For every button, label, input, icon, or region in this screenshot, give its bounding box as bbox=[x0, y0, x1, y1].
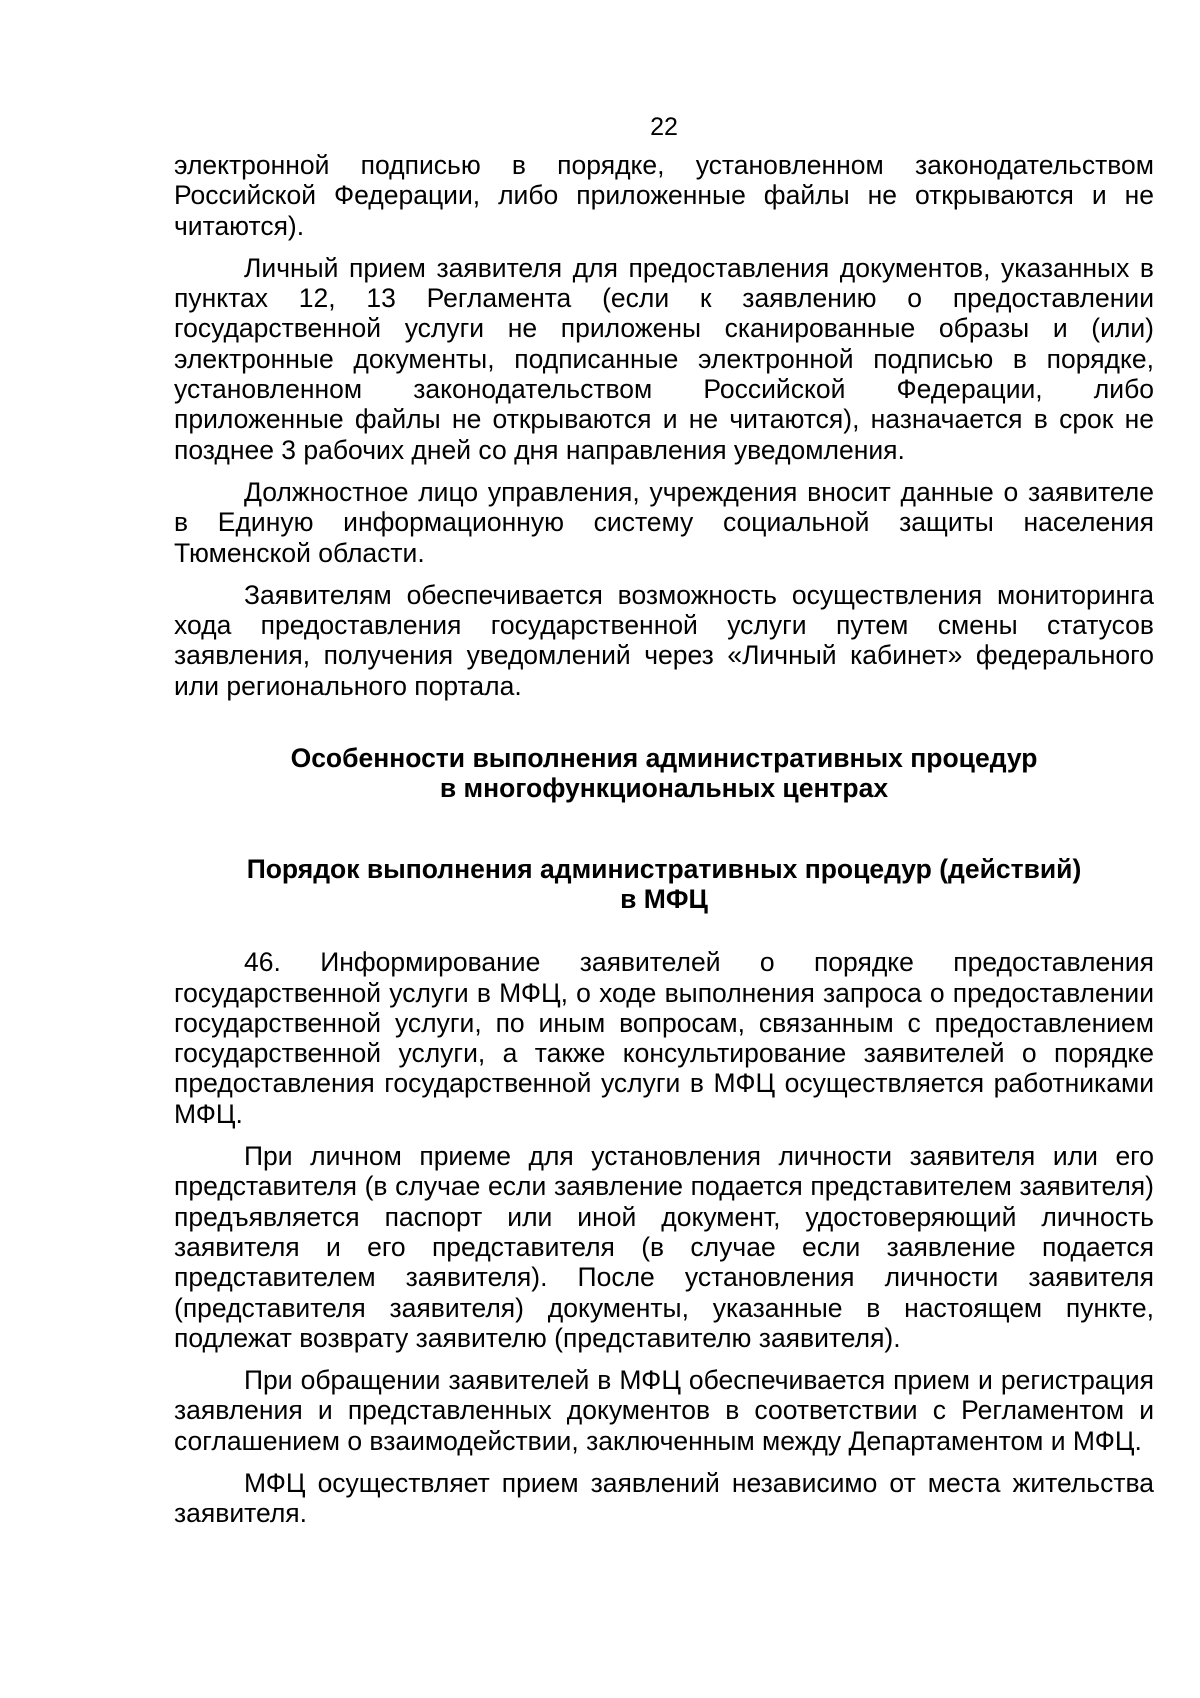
heading-line: Порядок выполнения административных процедур (действий) bbox=[246, 853, 1082, 884]
paragraph-monitoring: Заявителям обеспечивается возможность осуществления мониторинга хода предоставления государственной услуги путем смены статусов заявления, получения уведомлений через «Личный кабинет» федерального или регионального портала. bbox=[174, 579, 1154, 701]
heading-line: в МФЦ bbox=[620, 883, 708, 914]
page-number: 22 bbox=[650, 113, 678, 141]
paragraph-personal-reception: Личный прием заявителя для предоставления документов, указанных в пунктах 12, 13 Регламента (если к заявлению о предоставлении государственной услуги не приложены сканированные образы и (или) электронные документы, подписанные электронной подписью в порядке, установленном законодательством Российской Федерации, либо приложенные файлы не открываются и не читаются), назначается в срок не позднее 3 рабочих дней со дня направления уведомления. bbox=[174, 252, 1154, 465]
heading-line: Особенности выполнения административных процедур bbox=[290, 743, 1038, 774]
paragraph-official-data-entry: Должностное лицо управления, учреждения вносит данные о заявителе в Единую информационную систему социальной защиты населения Тюменской области. bbox=[174, 476, 1154, 568]
heading-line: в многофункциональных центрах bbox=[439, 773, 889, 804]
section-heading-mfc-procedures bbox=[174, 854, 1154, 915]
paragraph-independent-residence: МФЦ осуществляет прием заявлений независимо от места жительства заявителя. bbox=[174, 1467, 1154, 1529]
paragraph-registration: При обращении заявителей в МФЦ обеспечивается прием и регистрация заявления и представленных документов в соответствии с Регламентом и соглашением о взаимодействии, заключенным между Департаментом и МФЦ. bbox=[174, 1365, 1154, 1456]
paragraph-identity-check: При личном приеме для установления личности заявителя или его представителя (в случае если заявление подается представителем заявителя) предъявляется паспорт или иной документ, удостоверяющий личность заявителя и его представителя (в случае если заявление подается представителем заявителя). После установления личности заявителя (представителя заявителя) документы, указанные в настоящем пункте, подлежат возврату заявителю (представителю заявителя). bbox=[174, 1141, 1154, 1353]
section-heading-mfc-features bbox=[174, 743, 1154, 804]
paragraph-continuation: электронной подписью в порядке, установленном законодательством Российской Федерации, либо приложенные файлы не открываются и не читаются). bbox=[174, 150, 1154, 241]
paragraph-item-46: 46. Информирование заявителей о порядке предоставления государственной услуги в МФЦ, о ходе выполнения запроса о предоставлении государственной услуги, по иным вопросам, связанным с предоставлением государственной услуги, а также консультирование заявителей о порядке предоставления государственной услуги в МФЦ осуществляется работниками МФЦ. bbox=[174, 947, 1154, 1129]
